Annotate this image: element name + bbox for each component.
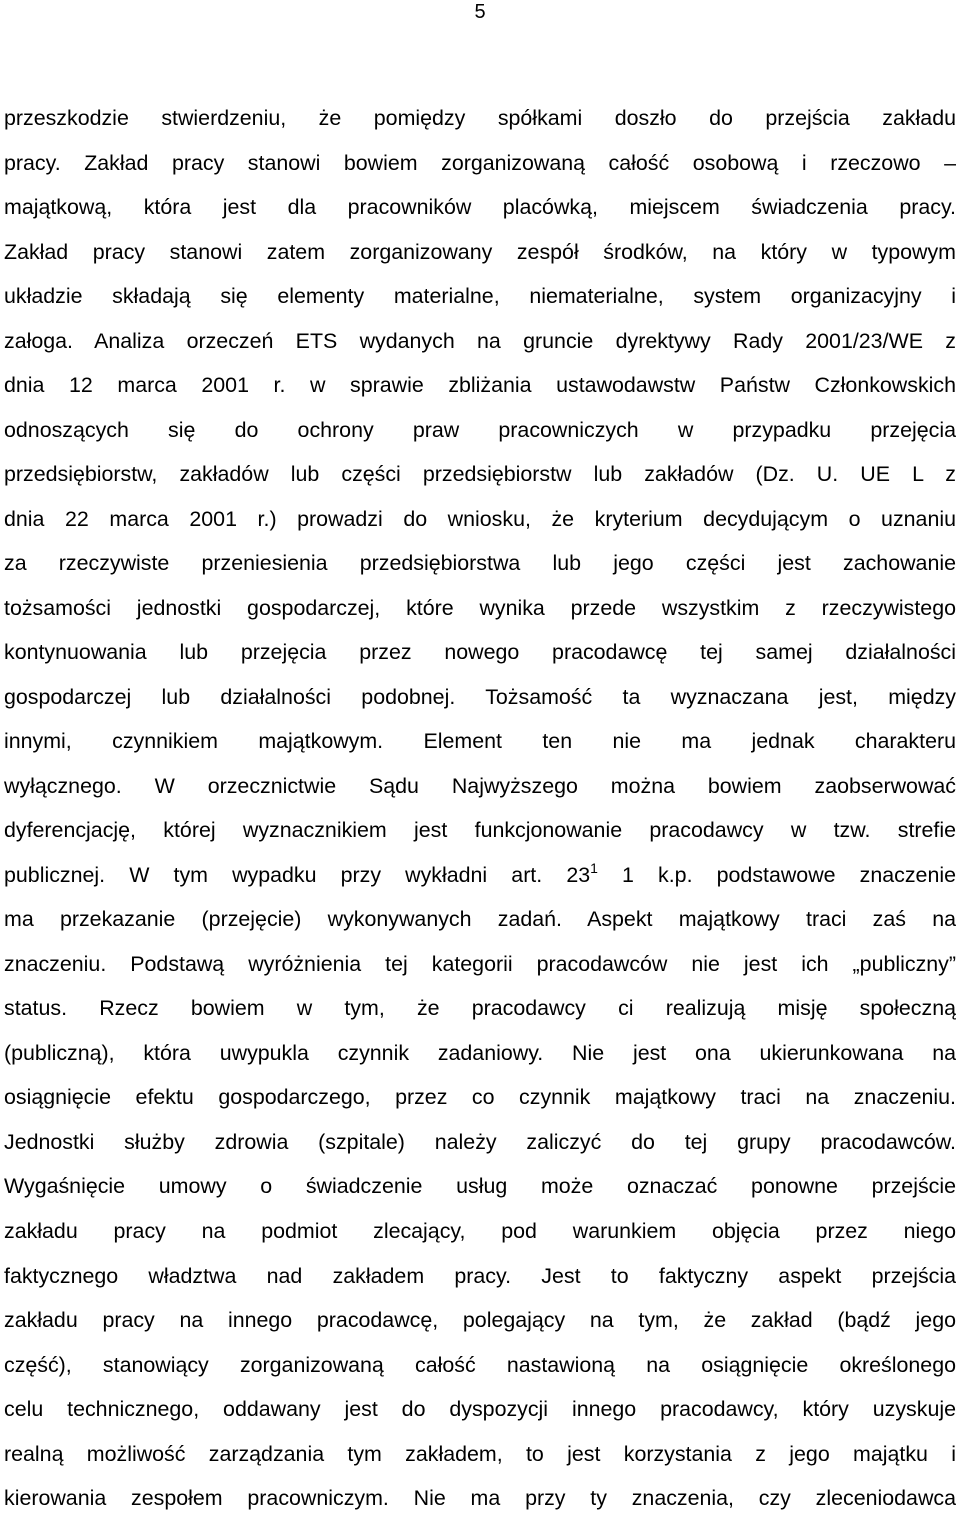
text-segment: 1 k.p. podstawowe znaczenie [597, 862, 956, 887]
text-line: Zakład pracy stanowi zatem zorganizowany zespół środków, na który w typowym [4, 239, 956, 264]
text-line: realną możliwość zarządzania tym zakładem, to jest korzystania z jego majątku i [4, 1441, 956, 1466]
text-line: celu technicznego, oddawany jest do dyspozycji innego pracodawcy, który uzyskuje [4, 1397, 956, 1422]
text-segment: publicznej. W tym wypadku przy wykładni art. 23 [4, 862, 591, 887]
text-line: Jednostki służby zdrowia (szpitale) należy zaliczyć do tej grupy pracodawców. [4, 1129, 956, 1154]
text-line: zakładu pracy na podmiot zlecający, pod warunkiem objęcia przez niego [4, 1219, 956, 1243]
text-line: majątkową, która jest dla pracowników placówką, miejscem świadczenia pracy. [4, 195, 956, 220]
text-line: znaczeniu. Podstawą wyróżnienia tej kategorii pracodawców nie jest ich „publiczny” [4, 951, 956, 976]
text-line: część), stanowiący zorganizowaną całość nastawioną na osiągnięcie określonego [4, 1352, 956, 1377]
text-line: przedsiębiorstw, zakładów lub części przedsiębiorstw lub zakładów (Dz. U. UE L z [4, 462, 956, 487]
superscript: 1 [590, 859, 598, 876]
text-line: ma przekazanie (przejęcie) wykonywanych zadań. Aspekt majątkowy traci zaś na [4, 907, 956, 932]
text-line: kierowania zespołem pracowniczym. Nie ma przy ty znaczenia, czy zleceniodawca [4, 1486, 956, 1511]
text-line: dnia 12 marca 2001 r. w sprawie zbliżania ustawodawstw Państw Członkowskich [4, 373, 956, 398]
text-line: status. Rzecz bowiem w tym, że pracodawcy ci realizują misję społeczną [4, 996, 956, 1021]
text-line: osiągnięcie efektu gospodarczego, przez co czynnik majątkowy traci na znaczeniu. [4, 1085, 956, 1110]
text-line: dyferencjację, której wyznacznikiem jest funkcjonowanie pracodawcy w tzw. strefie [4, 818, 956, 843]
text-line: wyłącznego. W orzecznictwie Sądu Najwyższego można bowiem zaobserwować [4, 773, 956, 798]
text-line: za rzeczywiste przeniesienia przedsiębiorstwa lub jego części jest zachowanie [4, 551, 956, 576]
text-line: pracy. Zakład pracy stanowi bowiem zorganizowaną całość osobową i rzeczowo – [4, 150, 956, 175]
text-line: innymi, czynnikiem majątkowym. Element ten nie ma jednak charakteru [4, 729, 956, 754]
text-line: gospodarczej lub działalności podobnej. Tożsamość ta wyznaczana jest, między [4, 684, 956, 709]
text-line: układzie składają się elementy materialne, niematerialne, system organizacyjny i [4, 284, 956, 309]
text-line [4, 860, 956, 890]
text-line: (publiczną), która uwypukla czynnik zadaniowy. Nie jest ona ukierunkowana na [4, 1040, 956, 1065]
text-line: kontynuowania lub przejęcia przez nowego pracodawcę tej samej działalności [4, 640, 956, 665]
text-line: załoga. Analiza orzeczeń ETS wydanych na gruncie dyrektywy Rady 2001/23/WE z [4, 328, 956, 353]
text-line: zakładu pracy na innego pracodawcę, polegający na tym, że zakład (bądź jego [4, 1308, 956, 1333]
text-line: Wygaśnięcie umowy o świadczenie usług może oznaczać ponowne przejście [4, 1174, 956, 1199]
text-line: przeszkodzie stwierdzeniu, że pomiędzy spółkami doszło do przejścia zakładu [4, 106, 956, 130]
text-line: odnoszących się do ochrony praw pracowniczych w przypadku przejęcia [4, 417, 956, 442]
page-number: 5 [474, 1, 486, 23]
text-line: faktycznego władztwa nad zakładem pracy. Jest to faktyczny aspekt przejścia [4, 1263, 956, 1288]
text-line: dnia 22 marca 2001 r.) prowadzi do wniosku, że kryterium decydującym o uznaniu [4, 506, 956, 531]
text-line: tożsamości jednostki gospodarczej, które wynika przede wszystkim z rzeczywistego [4, 595, 956, 620]
